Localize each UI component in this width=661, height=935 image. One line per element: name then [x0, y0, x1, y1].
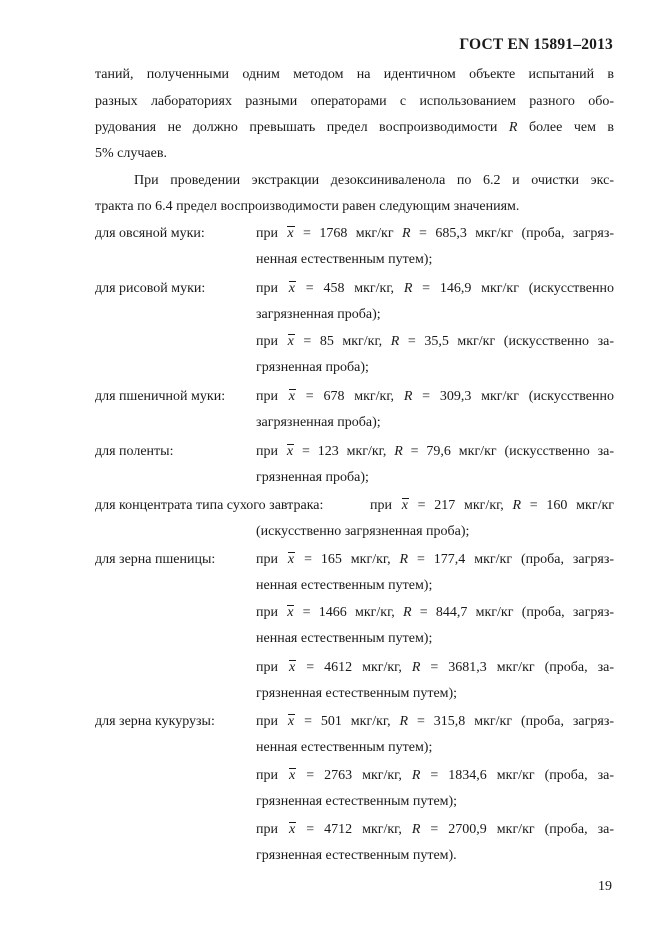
r-symbol: R	[394, 444, 403, 459]
mean-symbol: x	[287, 552, 295, 567]
entry-label: для зерна пшеницы:	[95, 552, 216, 567]
entry-continuation: загрязненная проба);	[256, 415, 381, 430]
paragraph-2-line-2: тракта по 6.4 предел воспроизводимости равен следующим значениям.	[95, 199, 520, 214]
r-value: = 160 мкг/кг	[521, 498, 615, 513]
mean-symbol: x	[286, 444, 294, 459]
mean-symbol: x	[287, 605, 294, 620]
pri-word: при	[256, 226, 278, 241]
paragraph-1-line-4: 5% случаев.	[95, 146, 167, 161]
entry-continuation: грязненная проба);	[256, 470, 369, 485]
mean-value: = 458 мкг/кг,	[296, 281, 404, 296]
paragraph-1-line-1: таний, полученными одним методом на идентичном объекте испытаний в	[95, 67, 614, 82]
entry-continuation: ненная естественным путем);	[256, 631, 433, 646]
mean-value: = 217 мкг/кг,	[408, 498, 513, 513]
entry-value	[256, 551, 614, 568]
pri-word: при	[256, 281, 278, 296]
mean-symbol: x	[288, 768, 296, 783]
r-value: = 844,7 мкг/кг (проба, загряз-	[411, 605, 615, 620]
pri-word: при	[256, 334, 278, 349]
mean-value: = 85 мкг/кг,	[294, 334, 391, 349]
entry-continuation: грязненная естественным путем);	[256, 686, 458, 701]
r-symbol: R	[512, 498, 522, 513]
entry-continuation: (искусственно загрязненная проба);	[256, 524, 470, 539]
entry-value	[256, 659, 614, 676]
entry-value	[256, 821, 614, 838]
mean-value: = 4712 мкг/кг,	[296, 822, 412, 837]
pri-word: при	[256, 444, 278, 459]
entry-continuation: ненная естественным путем);	[256, 740, 433, 755]
mean-value: = 4612 мкг/кг,	[296, 660, 412, 675]
mean-symbol: x	[287, 714, 295, 729]
r-value: = 309,3 мкг/кг (искусственно	[412, 389, 615, 404]
pri-word: при	[256, 714, 278, 729]
r-value: = 315,8 мкг/кг (проба, загряз-	[408, 714, 615, 729]
r-symbol: R	[411, 660, 421, 675]
r-symbol: R	[390, 334, 400, 349]
mean-symbol: x	[288, 822, 296, 837]
entry-continuation: грязненная проба);	[256, 360, 369, 375]
symbol-r: R	[508, 120, 518, 135]
page-number: 19	[598, 879, 612, 894]
r-value: = 2700,9 мкг/кг (проба, за-	[420, 822, 615, 837]
entry-continuation: ненная естественным путем);	[256, 578, 433, 593]
mean-value: = 501 мкг/кг,	[295, 714, 400, 729]
r-value: = 3681,3 мкг/кг (проба, за-	[420, 660, 615, 675]
r-symbol: R	[402, 226, 411, 241]
standard-header: ГОСТ EN 15891–2013	[459, 36, 613, 53]
entry-label: для поленты:	[95, 444, 174, 459]
pri-word: при	[256, 768, 278, 783]
r-symbol: R	[399, 552, 409, 567]
entry-value	[256, 333, 614, 350]
mean-value: = 1466 мкг/кг,	[294, 605, 403, 620]
pri-word: при	[256, 660, 278, 675]
r-symbol: R	[411, 768, 421, 783]
mean-symbol: x	[288, 660, 296, 675]
entry-value	[256, 604, 614, 621]
mean-symbol: x	[401, 498, 408, 513]
entry-value	[256, 280, 614, 297]
entry-continuation: загрязненная проба);	[256, 307, 381, 322]
entry-value	[256, 443, 614, 460]
r-value: = 177,4 мкг/кг (проба, загряз-	[408, 552, 615, 567]
entry-value	[370, 497, 614, 514]
mean-value: = 1768 мкг/кг	[294, 226, 403, 241]
r-value: = 79,6 мкг/кг (искусственно за-	[402, 444, 615, 459]
r-symbol: R	[403, 281, 413, 296]
pri-word: при	[256, 822, 278, 837]
mean-symbol: x	[287, 334, 294, 349]
line-3-text: рудования не должно превышать предел воспроизводимости	[95, 120, 498, 135]
r-symbol: R	[399, 714, 409, 729]
r-value: = 685,3 мкг/кг (проба, загряз-	[410, 226, 615, 241]
paragraph-2-line-1: При проведении экстракции дезоксиниваленола по 6.2 и очистки экс-	[134, 173, 614, 188]
entry-value	[256, 713, 614, 730]
r-value: = 146,9 мкг/кг (искусственно	[412, 281, 615, 296]
r-symbol: R	[411, 822, 421, 837]
entry-label: для концентрата типа сухого завтрака:	[95, 498, 324, 513]
entry-label: для рисовой муки:	[95, 281, 206, 296]
r-value: = 35,5 мкг/кг (искусственно за-	[399, 334, 615, 349]
pri-word: при	[370, 498, 392, 513]
mean-value: = 2763 мкг/кг,	[296, 768, 412, 783]
line-3-end: более чем в	[528, 120, 615, 135]
mean-symbol: x	[288, 281, 295, 296]
entry-label: для пшеничной муки:	[95, 389, 226, 404]
r-symbol: R	[403, 389, 413, 404]
entry-value	[256, 388, 614, 405]
pri-word: при	[256, 389, 278, 404]
entry-continuation: грязненная естественным путем);	[256, 794, 458, 809]
entry-label: для зерна кукурузы:	[95, 714, 215, 729]
mean-symbol: x	[287, 226, 294, 241]
r-symbol: R	[403, 605, 412, 620]
paragraph-1-line-3	[95, 119, 614, 136]
mean-value: = 123 мкг/кг,	[294, 444, 395, 459]
paragraph-1-line-2: разных лабораториях разными операторами с использованием разного обо-	[95, 94, 614, 109]
r-value: = 1834,6 мкг/кг (проба, за-	[420, 768, 615, 783]
mean-value: = 165 мкг/кг,	[295, 552, 400, 567]
pri-word: при	[256, 605, 278, 620]
mean-symbol: x	[288, 389, 295, 404]
entry-label: для овсяной муки:	[95, 226, 205, 241]
entry-continuation: грязненная естественным путем).	[256, 848, 457, 863]
entry-value	[256, 225, 614, 242]
pri-word: при	[256, 552, 278, 567]
entry-continuation: ненная естественным путем);	[256, 252, 433, 267]
mean-value: = 678 мкг/кг,	[296, 389, 404, 404]
entry-value	[256, 767, 614, 784]
